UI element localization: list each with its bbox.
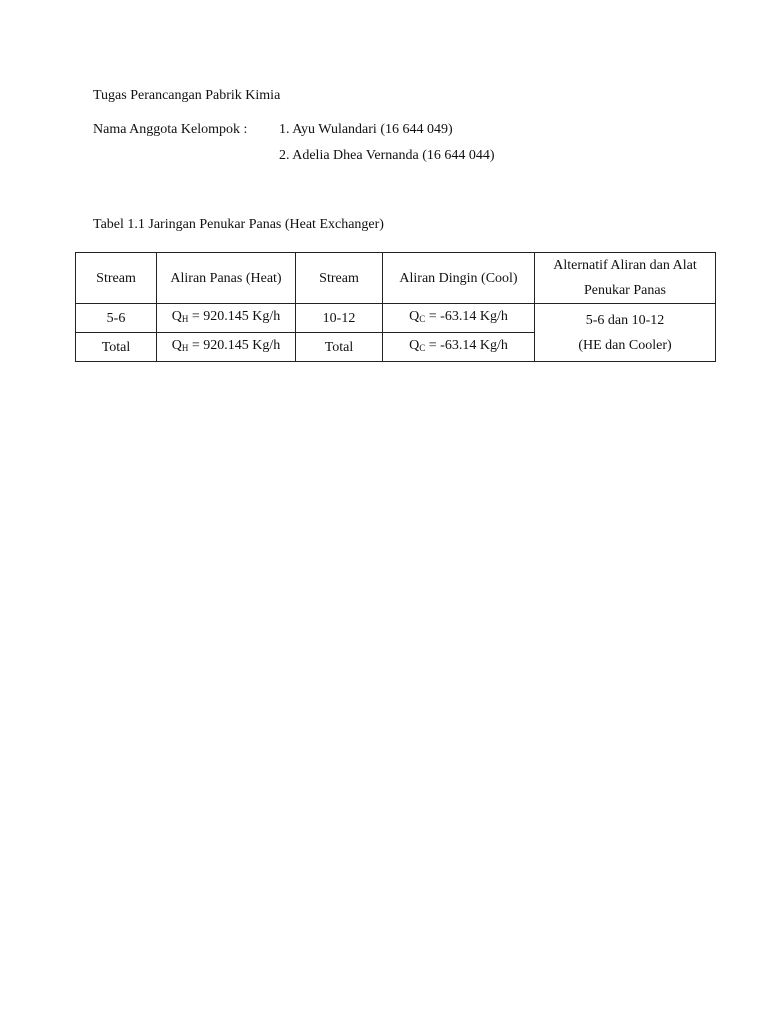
- heat-exchanger-table: [75, 252, 716, 362]
- cold-flow-value: = -63.14 Kg/h: [425, 309, 508, 324]
- cell-hot-flow: [157, 333, 296, 362]
- table-caption: Tabel 1.1 Jaringan Penukar Panas (Heat Exchanger): [93, 217, 384, 232]
- cell-cold-flow: [383, 304, 535, 333]
- cell-stream-cold: 10-12: [296, 304, 383, 333]
- cell-stream-hot: 5-6: [76, 304, 157, 333]
- member-1: 1. Ayu Wulandari (16 644 049): [279, 122, 453, 137]
- hot-flow-value: = 920.145 Kg/h: [188, 309, 281, 324]
- cell-stream-cold: Total: [296, 333, 383, 362]
- table-header-row: [76, 253, 716, 304]
- header-stream-hot: Stream: [76, 253, 157, 304]
- cell-hot-flow: [157, 304, 296, 333]
- q-symbol: Q: [409, 338, 420, 353]
- header-alternative-line2: Penukar Panas: [583, 283, 667, 298]
- header-alternative-line1: Alternatif Aliran dan Alat: [553, 258, 697, 273]
- table-row: [76, 304, 716, 333]
- members-label: Nama Anggota Kelompok :: [93, 122, 248, 137]
- alternative-line1: 5-6 dan 10-12: [585, 312, 665, 328]
- document-title: Tugas Perancangan Pabrik Kimia: [93, 88, 281, 103]
- header-alternative: [535, 253, 716, 304]
- q-subscript: C: [419, 314, 426, 324]
- alternative-line2: (HE dan Cooler): [578, 337, 672, 353]
- header-cold-flow: Aliran Dingin (Cool): [383, 253, 535, 304]
- q-symbol: Q: [171, 309, 182, 324]
- header-stream-cold: Stream: [296, 253, 383, 304]
- cold-flow-value: = -63.14 Kg/h: [425, 338, 508, 353]
- cell-stream-hot: Total: [76, 333, 157, 362]
- cell-alternative: [535, 304, 716, 362]
- cell-cold-flow: [383, 333, 535, 362]
- q-subscript: C: [419, 343, 426, 353]
- q-subscript: H: [181, 343, 189, 353]
- header-hot-flow: Aliran Panas (Heat): [157, 253, 296, 304]
- q-symbol: Q: [171, 338, 182, 353]
- q-subscript: H: [181, 314, 189, 324]
- q-symbol: Q: [409, 309, 420, 324]
- hot-flow-value: = 920.145 Kg/h: [188, 338, 281, 353]
- member-2: 2. Adelia Dhea Vernanda (16 644 044): [279, 148, 495, 163]
